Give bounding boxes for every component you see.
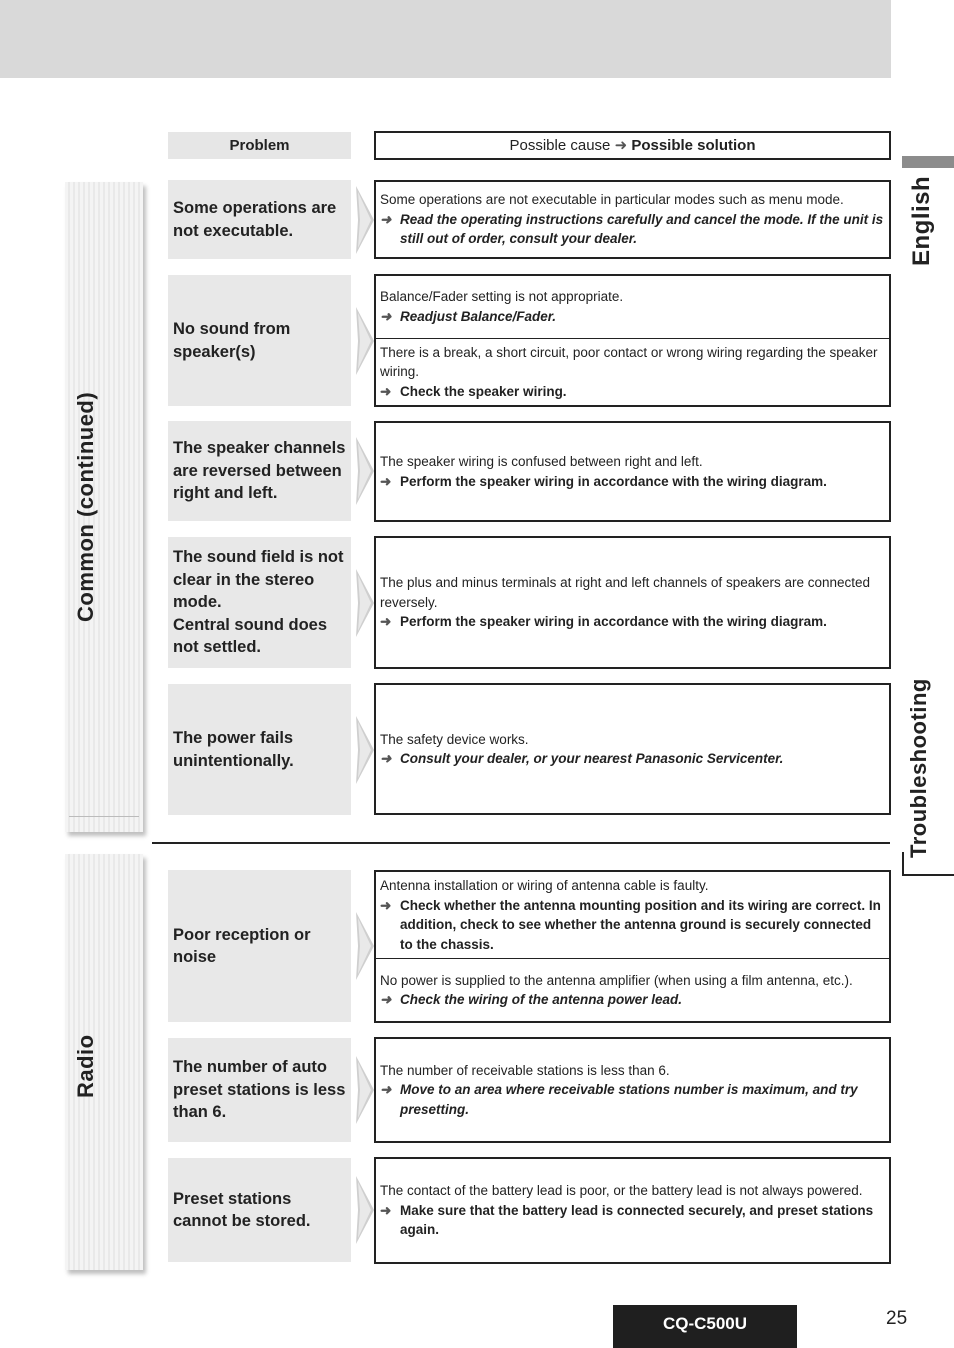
solution-text: Make sure that the battery lead is connected securely, and preset stations again.	[400, 1202, 874, 1238]
language-label: English	[908, 175, 935, 266]
solution-text: Consult your dealer, or your nearest Panasonic Servicenter.	[400, 751, 784, 766]
solution-column-header	[374, 131, 891, 160]
pointer-arrow-icon	[356, 569, 374, 637]
cause-cell	[376, 423, 889, 520]
pointer-arrow-icon	[356, 716, 374, 784]
problem-cell	[168, 1038, 351, 1142]
cause-text: Balance/Fader setting is not appropriate.	[380, 289, 624, 305]
arrow-icon: ➜	[380, 383, 392, 399]
solution-text: Check the wiring of the antenna power lead.	[400, 992, 683, 1007]
pointer-arrow-icon	[356, 912, 374, 980]
cause-text: The number of receivable stations is less than 6.	[380, 1062, 670, 1078]
solution-line	[380, 382, 885, 402]
solution-text: Readjust Balance/Fader.	[400, 308, 557, 324]
problem-cell	[168, 421, 351, 521]
pointer-arrow-icon	[356, 437, 374, 505]
solution-line	[380, 749, 885, 769]
problem-text: Preset stations cannot be stored.	[173, 1189, 311, 1230]
cause-text: No power is supplied to the antenna amplifier (when using a film antenna, etc.).	[380, 972, 853, 988]
arrow-icon: ➜	[380, 751, 392, 766]
solution-line	[380, 990, 885, 1010]
problem-cell	[168, 537, 351, 668]
cause-cell	[376, 1039, 889, 1141]
page-number: 25	[886, 1308, 908, 1329]
cause-text: The speaker wiring is confused between right and left.	[380, 454, 703, 469]
problem-cell	[168, 275, 351, 406]
cause-text: The contact of the battery lead is poor, or the battery lead is not always powered.	[380, 1183, 863, 1199]
solution-line	[380, 307, 885, 327]
solution-box	[374, 1157, 891, 1264]
solution-box	[374, 683, 891, 815]
solution-box	[374, 274, 891, 407]
problem-cell	[168, 1158, 351, 1262]
section-divider	[152, 842, 890, 844]
solution-line	[380, 1201, 885, 1240]
section-radio-label: Radio	[73, 1034, 98, 1098]
solution-text: Perform the speaker wiring in accordance with the wiring diagram.	[400, 473, 827, 489]
arrow-icon: ➜	[380, 1082, 392, 1098]
cause-header-text: Possible cause	[509, 137, 611, 154]
arrow-icon: ➜	[380, 211, 392, 227]
cause-text: Antenna installation or wiring of antenna cable is faulty.	[380, 878, 709, 893]
cause-text: The safety device works.	[380, 731, 529, 747]
cause-cell	[376, 538, 889, 667]
problem-text: The power fails unintentionally.	[173, 729, 294, 770]
arrow-icon: ➜	[380, 992, 392, 1007]
arrow-icon: ➜	[380, 1202, 392, 1218]
solution-line	[380, 612, 885, 632]
solution-box	[374, 1037, 891, 1143]
rail-divider	[902, 874, 954, 876]
arrow-icon: ➜	[380, 897, 392, 913]
problem-text: Poor reception or noise	[173, 925, 311, 966]
rail-marker	[902, 156, 954, 168]
cause-text: Some operations are not executable in particular modes such as menu mode.	[380, 192, 844, 208]
problem-cell	[168, 870, 351, 1022]
cause-cell	[376, 685, 889, 813]
cause-cell	[376, 1159, 889, 1262]
model-badge: CQ-C500U	[613, 1305, 797, 1348]
pointer-arrow-icon	[356, 186, 374, 254]
cause-cell	[376, 958, 889, 1021]
solution-box	[374, 870, 891, 1023]
solution-line	[380, 1080, 885, 1119]
pointer-arrow-icon	[356, 1056, 374, 1124]
solution-box	[374, 180, 891, 259]
problem-text: The speaker channels are reversed between right and left.	[173, 439, 346, 503]
problem-text: No sound from speaker(s)	[173, 320, 291, 361]
solution-text: Check whether the antenna mounting position and its wiring are correct. In addition, check to see whether the antenna ground is securely connected to the chassis.	[400, 897, 881, 952]
problem-column-header: Problem	[168, 132, 351, 159]
cause-cell	[376, 276, 889, 338]
rail-divider-vertical	[902, 852, 904, 876]
cause-cell	[376, 338, 889, 406]
solution-text: Perform the speaker wiring in accordance with the wiring diagram.	[400, 614, 827, 630]
arrow-icon: ➜	[614, 137, 628, 154]
pointer-arrow-icon	[356, 307, 374, 375]
problem-text: Some operations are not executable.	[173, 199, 337, 240]
section-radio	[65, 854, 143, 1270]
cause-cell	[376, 182, 889, 257]
header-band	[0, 0, 891, 78]
problem-text: The sound field is not clear in the stereo mode. Central sound does not settled.	[173, 548, 344, 657]
pointer-arrow-icon	[356, 1176, 374, 1244]
arrow-icon: ➜	[380, 614, 392, 630]
solution-header-text: Possible solution	[631, 137, 756, 154]
solution-box	[374, 421, 891, 522]
cause-cell	[376, 872, 889, 958]
cause-text: There is a break, a short circuit, poor contact or wrong wiring regarding the speaker wiring.	[380, 344, 878, 379]
solution-text: Check the speaker wiring.	[400, 383, 567, 399]
problem-cell	[168, 684, 351, 815]
cause-text: The plus and minus terminals at right and left channels of speakers are connected reversely.	[380, 575, 871, 610]
arrow-icon: ➜	[380, 473, 392, 489]
problem-text: The number of auto preset stations is less than 6.	[173, 1058, 346, 1122]
solution-line	[380, 472, 885, 492]
arrow-icon: ➜	[380, 308, 392, 324]
problem-cell	[168, 180, 351, 259]
chapter-label: Troubleshooting	[906, 678, 931, 858]
section-common	[65, 182, 143, 832]
solution-line	[380, 896, 885, 955]
solution-text: Move to an area where receivable stations number is maximum, and try presetting.	[400, 1082, 858, 1117]
solution-box	[374, 536, 891, 669]
solution-line	[380, 210, 885, 249]
section-common-label: Common (continued)	[73, 391, 98, 622]
solution-text: Read the operating instructions carefully and cancel the mode. If the unit is still out of order, consult your dealer.	[400, 211, 884, 247]
